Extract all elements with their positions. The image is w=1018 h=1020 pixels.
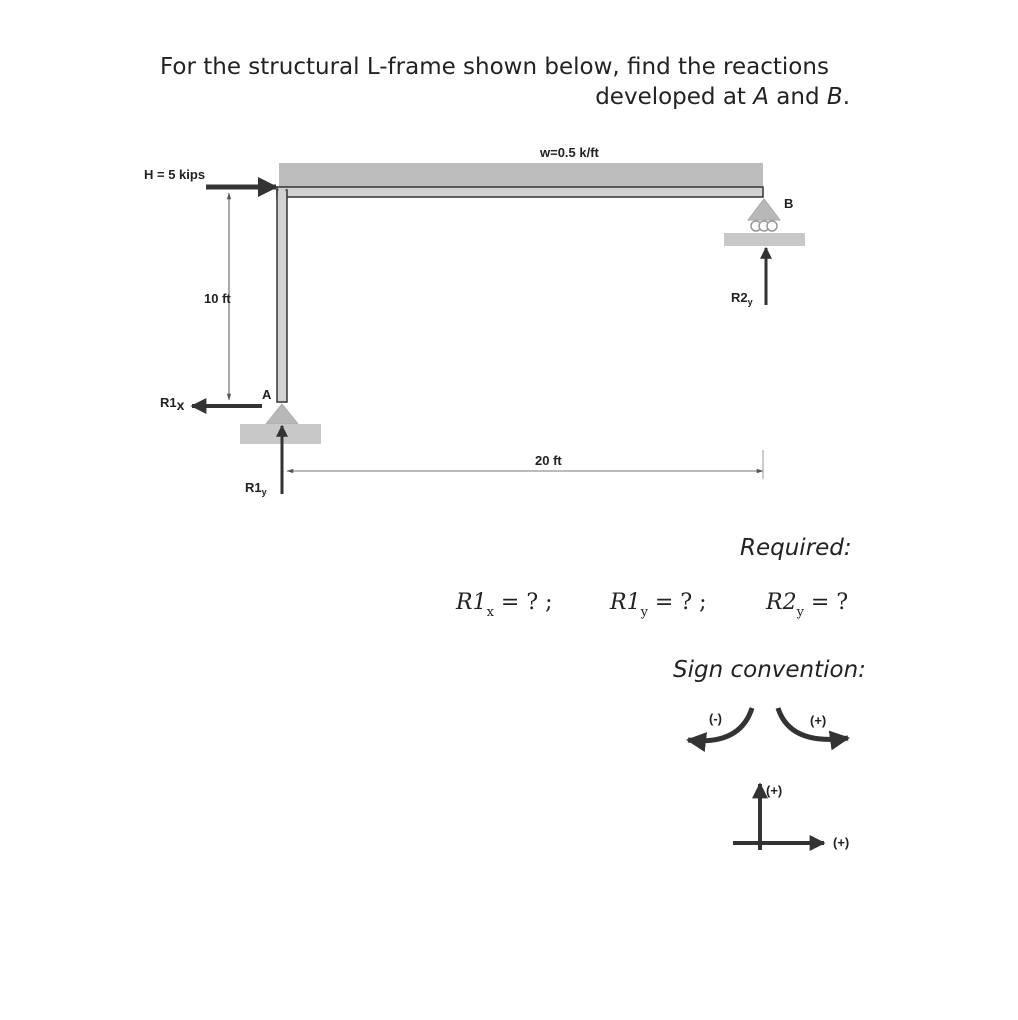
equation-r1x: $R1_x$ = ? ; <box>456 590 553 620</box>
positive-y-label: (+) <box>766 783 783 798</box>
load-label: w=0.5 k/ft <box>540 145 599 160</box>
equation-r1y: $R1_y$ = ? ; <box>610 590 707 620</box>
cw-moment-label: (+) <box>810 713 827 728</box>
ground-b <box>724 233 805 246</box>
pin-support-a <box>266 404 298 424</box>
problem-line-2: developed at A and B. <box>595 84 850 110</box>
positive-x-label: (+) <box>833 835 850 850</box>
span-label: 20 ft <box>535 453 562 468</box>
distributed-load <box>279 163 763 187</box>
required-heading: Required: <box>740 535 852 561</box>
roller-support-b <box>748 199 780 220</box>
sign-convention-heading: Sign convention: <box>673 657 866 683</box>
point-b-ref: B <box>826 84 843 110</box>
height-label: 10 ft <box>204 291 231 306</box>
r2y-label: $R2_y$ <box>731 290 753 307</box>
point-a-ref: A <box>753 84 769 110</box>
horizontal-force-label: H = 5 kips <box>144 167 206 182</box>
r1x-label: R1x <box>160 395 185 413</box>
support-b-label: B <box>784 196 794 211</box>
roller-3 <box>767 221 777 231</box>
r1y-label: $R1_y$ <box>245 480 267 497</box>
equation-r2y: $R2_y$ = ? <box>766 590 849 620</box>
problem-line-1: For the structural L-frame shown below, find the reactions <box>160 54 829 80</box>
beam-member <box>277 187 763 197</box>
support-a-label: A <box>262 387 272 402</box>
ccw-moment-label: (-) <box>709 711 722 726</box>
column-member <box>277 190 287 402</box>
